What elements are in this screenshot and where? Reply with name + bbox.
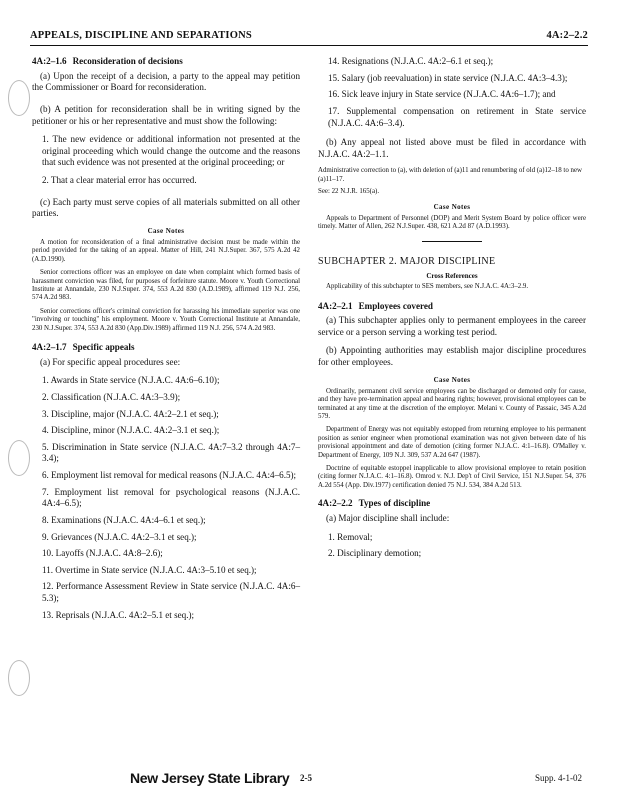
header-title: APPEALS, DISCIPLINE AND SEPARATIONS (30, 30, 252, 41)
list-item: 15. Salary (job reevaluation) in state service (N.J.A.C. 4A:3–4.3); (328, 72, 568, 83)
section-heading-2-1 (318, 301, 586, 313)
case-note: Department of Energy was not equitably estopped from returning employee to his permanent position as senior engineer when promotional examination was not given between date of his provisional appointment and date of demotion (citing former N.J.A.C. 4:1–16.8). O'Malley v. Department of Energy, 109 N.J. 309, 537 A.2d 647 (1987). (318, 426, 586, 459)
subchapter-heading: SUBCHAPTER 2. MAJOR DISCIPLINE (318, 256, 496, 268)
amendment-see: See: 22 N.J.R. 165(a). (318, 188, 380, 196)
list-item: 4. Discipline, minor (N.J.A.C. 4A:2–3.1 et seq.); (42, 425, 220, 436)
list-item: 5. Discrimination in State service (N.J.A.C. 4A:7–3.2 through 4A:7–3.4); (42, 441, 300, 464)
page-number: 2-5 (300, 773, 312, 783)
supplement-date: Supp. 4-1-02 (535, 773, 582, 783)
list-item: 7. Employment list removal for psychological reasons (N.J.A.C. 4A:4–6.5); (42, 486, 300, 509)
list-item: 16. Sick leave injury in State service (N.J.A.C. 4A:6–1.7); and (328, 89, 556, 100)
list-item: 1. The new evidence or additional information not presented at the original proceeding which would change the outcome and the reasons that such evidence was not presented at the original proceeding; or (42, 134, 300, 168)
left-column (32, 56, 300, 626)
punch-hole-mark (8, 80, 30, 116)
list-item: 2. That a clear material error has occurred. (42, 175, 197, 185)
list-item: 9. Grievances (N.J.A.C. 4A:2–3.1 et seq.); (42, 531, 197, 542)
case-notes-heading: Case Notes (433, 202, 471, 211)
section-number: 4A:2–1.7 (32, 342, 67, 353)
case-note: Senior corrections officer was an employee on date when complaint which formed basis of harassment conviction was filed, for purposes of forfeiture statute. Moore v. Youth Correctional Institute at Annandale, 230 N.J.Super. 374, 553 A.2d 830 (A.D.1989), affirmed 119 N.J. 256, 574 A.2d 983. (32, 269, 300, 302)
running-header (30, 30, 588, 41)
section-heading-2-2 (318, 498, 586, 510)
header-rule (30, 45, 588, 46)
paragraph: (a) For specific appeal procedures see: (40, 356, 181, 367)
section-title: Employees covered (358, 300, 433, 311)
cross-references-heading: Cross References (426, 272, 478, 281)
case-note: Doctrine of equitable estoppel inapplicable to allow provisional employee to retain position (citing former N.J.A.C. 4:1–16.8). Omrod v. N.J. Dep't of Civil Service, 151 N.J.Super. 54, 376 A.2d 554 (App. Div.1977) certification denied 75 N.J. 534, 384 A.2d 513. (318, 465, 586, 489)
paragraph: (c) Each party must serve copies of all materials submitted on all other parties. (32, 196, 300, 219)
section-heading-1-7 (32, 342, 300, 354)
section-title: Specific appeals (72, 342, 135, 353)
list-item: 10. Layoffs (N.J.A.C. 4A:8–2.6); (42, 548, 163, 559)
list-item: 2. Disciplinary demotion; (328, 548, 422, 559)
list-item: 1. Removal; (328, 531, 373, 542)
list-item: 17. Supplemental compensation on retirement in State service (N.J.A.C. 4A:6–3.4). (328, 105, 586, 128)
paragraph: (b) Appointing authorities may establish major discipline procedures for other employees. (318, 345, 586, 368)
paragraph: (a) This subchapter applies only to permanent employees in the career service or a person serving a working test period. (318, 315, 586, 337)
list-item: 6. Employment list removal for medical reasons (N.J.A.C. 4A:4–6.5); (42, 470, 297, 481)
paragraph: (a) Upon the receipt of a decision, a party to the appeal may petition the Commissioner or Board for reconsideration. (32, 70, 300, 93)
case-note: Appeals to Department of Personnel (DOP) and Merit System Board by police officer were timely. Matter of Allen, 262 N.J.Super. 438, 621 A.2d 87 (A.D.1993). (318, 214, 586, 231)
case-note: Ordinarily, permanent civil service employees can be discharged or demoted only for cause, and they have pre-termination appeal and hearing rights; however, provisional employees can be terminated at any time at the discretion of the employer. Melani v. County of Passaic, 345 A.2d 579. (318, 387, 586, 420)
paragraph: (a) Major discipline shall include: (326, 512, 450, 523)
library-stamp: New Jersey State Library (130, 770, 290, 786)
case-notes-heading: Case Notes (433, 375, 471, 384)
list-item: 3. Discipline, major (N.J.A.C. 4A:2–2.1 et seq.); (42, 408, 219, 419)
header-section: 4A:2–2.2 (546, 30, 588, 41)
amendment-note: Administrative correction to (a), with deletion of (a)11 and renumbering of old (a)12–18 to new (a)11–17. (318, 167, 582, 183)
list-item: 8. Examinations (N.J.A.C. 4A:4–6.1 et seq.); (42, 514, 206, 525)
list-item: 2. Classification (N.J.A.C. 4A:3–3.9); (42, 391, 181, 402)
case-note: A motion for reconsideration of a final administrative decision must be made within the period provided for the taking of an appeal. Matter of Hill, 241 N.J.Super. 367, 575 A.2d 42 (A.D.1990). (32, 238, 300, 263)
list-item: 11. Overtime in State service (N.J.A.C. 4A:3–5.10 et seq.); (42, 564, 257, 575)
section-title: Reconsideration of decisions (72, 56, 183, 66)
paragraph: (b) Any appeal not listed above must be filed in accordance with N.J.A.C. 4A:2–1.1. (318, 137, 586, 159)
list-item: 12. Performance Assessment Review in State service (N.J.A.C. 4A:6–5.3); (42, 581, 300, 604)
list-item: 14. Resignations (N.J.A.C. 4A:2–6.1 et seq.); (328, 56, 494, 66)
section-number: 4A:2–2.1 (318, 300, 353, 311)
case-notes-heading: Case Notes (147, 226, 185, 235)
section-number: 4A:2–1.6 (32, 56, 67, 66)
punch-hole-mark (8, 440, 30, 476)
list-item: 1. Awards in State service (N.J.A.C. 4A:6–6.10); (42, 375, 220, 386)
punch-hole-mark (8, 660, 30, 696)
page-footer (0, 770, 618, 790)
section-heading-1-6 (32, 56, 300, 68)
list-item: 13. Reprisals (N.J.A.C. 4A:2–5.1 et seq.); (42, 609, 195, 620)
section-number: 4A:2–2.2 (318, 498, 353, 509)
right-column (318, 56, 586, 565)
section-title: Types of discipline (358, 498, 431, 509)
case-note: Senior corrections officer's criminal conviction for harassing his immediate superior was one "involving or touching" his employment. Moore v. Youth Correctional Institute at Annandale, 230 N.J.Super. 374, 553 A.2d 830 (App.Div.1989) affirmed 119 N.J. 256, 574 A.2d 983. (32, 307, 300, 332)
cross-reference: Applicability of this subchapter to SES members, see N.J.A.C. 4A:3–2.9. (326, 283, 529, 291)
section-divider (422, 241, 482, 242)
paragraph: (b) A petition for reconsideration shall be in writing signed by the petitioner or his or her representative and must show the following: (32, 103, 300, 126)
